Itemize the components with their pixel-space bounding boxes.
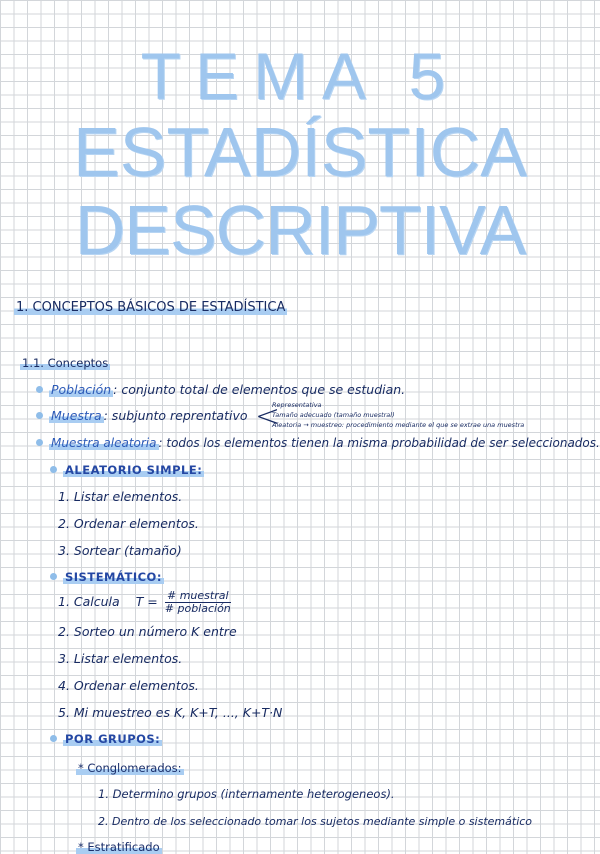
- sistematico-step-2: 2. Sorteo un número K entre: [58, 624, 237, 639]
- def-poblacion: : conjunto total de elementos que se estudian.: [113, 382, 406, 397]
- sistematico-step-3: 3. Listar elementos.: [58, 651, 183, 666]
- formula-denominator: # población: [164, 602, 231, 615]
- simple-step-2: 2. Ordenar elementos.: [58, 516, 199, 531]
- formula-lhs: T =: [135, 594, 158, 609]
- section-heading-text: 1. CONCEPTOS BÁSICOS DE ESTADÍSTICA: [16, 300, 286, 315]
- definition-muestra: [36, 408, 248, 423]
- sistematico-step-1: [58, 590, 231, 615]
- term-aleatoria: Muestra aleatoria: [51, 436, 157, 450]
- sistematico-step-4: 4. Ordenar elementos.: [58, 678, 199, 693]
- muestra-note-1: Representativa: [272, 401, 322, 409]
- bullet-icon: [36, 412, 43, 419]
- definition-aleatoria: [36, 436, 600, 450]
- muestra-note-3: Aleatoria → muestreo: procedimiento mediante el que se extrae una muestra: [272, 421, 525, 429]
- section-heading: [14, 300, 287, 315]
- bullet-icon: [50, 466, 57, 473]
- sistematico-step-5: 5. Mi muestreo es K, K+T, ..., K+T·N: [58, 705, 283, 720]
- step-1-label: 1. Calcula: [58, 594, 120, 609]
- brace-icon: <: [255, 399, 281, 434]
- bullet-icon: [36, 386, 43, 393]
- heading-grupos: [50, 731, 162, 746]
- def-muestra: : subjunto reprentativo: [103, 408, 248, 423]
- term-poblacion: Población: [51, 382, 112, 397]
- def-aleatoria: : todos los elementos tienen la misma probabilidad de ser seleccionados.: [158, 436, 600, 450]
- title-line-1: TEMA 5: [140, 39, 460, 113]
- heading-simple-text: ALEATORIO SIMPLE:: [65, 463, 203, 477]
- subsection-heading: [20, 356, 110, 370]
- simple-step-3: 3. Sortear (tamaño): [58, 543, 182, 558]
- grupos-subheading: [76, 760, 184, 775]
- subsection-heading-text: 1.1. Conceptos: [22, 356, 109, 370]
- muestra-note-2: Tamaño adecuado (tamaño muestral): [272, 411, 395, 419]
- heading-simple: [50, 462, 204, 477]
- simple-step-1: 1. Listar elementos.: [58, 489, 183, 504]
- term-muestra: Muestra: [51, 408, 102, 423]
- grupos-next-text: * Estratificado: [78, 840, 160, 854]
- title-line-2: ESTADÍSTICA: [73, 113, 527, 191]
- title-line-3: DESCRIPTIVA: [74, 191, 526, 269]
- grupos-step-2: 2. Dentro de los seleccionado tomar los sujetos mediante simple o sistemático: [98, 815, 533, 828]
- definition-poblacion: [36, 382, 405, 397]
- formula-numerator: # muestral: [165, 590, 231, 603]
- bullet-icon: [50, 735, 57, 742]
- bullet-icon: [50, 573, 57, 580]
- grupos-subheading-text: * Conglomerados:: [78, 761, 182, 775]
- heading-sistematico-text: SISTEMÁTICO:: [65, 570, 162, 584]
- heading-grupos-text: POR GRUPOS:: [65, 732, 161, 746]
- heading-sistematico: [50, 569, 164, 584]
- formula-fraction: [165, 590, 231, 615]
- bullet-icon: [36, 439, 43, 446]
- grupos-next-heading: [76, 839, 162, 854]
- grupos-step-1: 1. Determino grupos (internamente heterogeneos).: [98, 787, 395, 801]
